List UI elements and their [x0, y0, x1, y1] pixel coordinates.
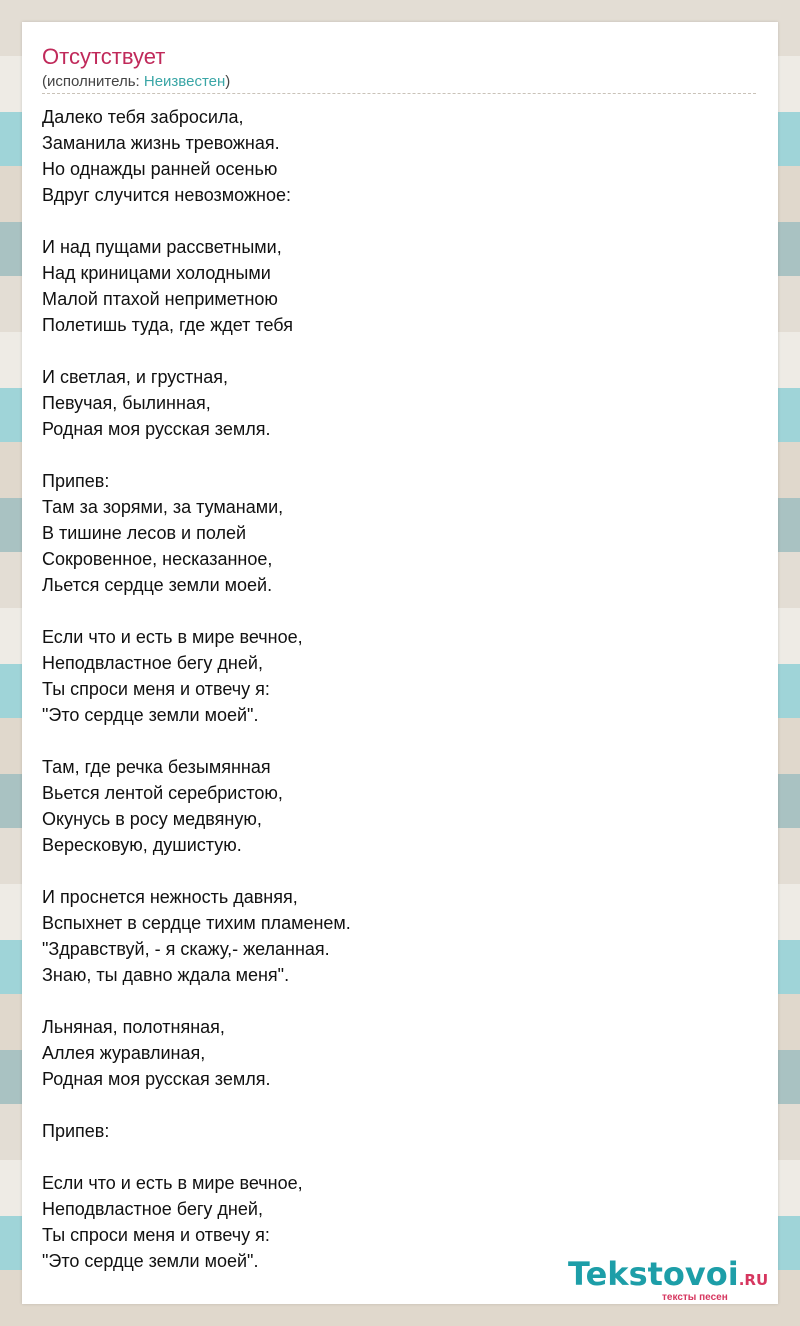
lyric-line: Знаю, ты давно ждала меня".	[42, 965, 290, 985]
lyric-line	[42, 728, 756, 754]
lyric-line: "Это сердце земли моей".	[42, 1251, 259, 1271]
lyric-line: Далеко тебя забросила,	[42, 107, 244, 127]
lyric-line: "Это сердце земли моей".	[42, 705, 259, 725]
logo-tld: .RU	[738, 1271, 769, 1289]
lyric-line: Окунусь в росу медвяную,	[42, 809, 262, 829]
lyric-line: Полетишь туда, где ждет тебя	[42, 315, 293, 335]
lyric-line: И над пущами рассветными,	[42, 237, 282, 257]
lyric-line: "Здравствуй, - я скажу,- желанная.	[42, 939, 330, 959]
lyric-line: Вспыхнет в сердце тихим пламенем.	[42, 913, 351, 933]
lyric-line: Родная моя русская земля.	[42, 1069, 271, 1089]
performer-line	[42, 73, 756, 94]
lyric-line: Аллея журавлиная,	[42, 1043, 206, 1063]
lyric-line: Родная моя русская земля.	[42, 419, 271, 439]
lyric-line	[42, 442, 756, 468]
lyric-line: Припев:	[42, 1121, 110, 1141]
lyric-line	[42, 858, 756, 884]
song-title: Отсутствует	[42, 44, 166, 69]
lyric-line: В тишине лесов и полей	[42, 523, 247, 543]
lyric-line: Если что и есть в мире вечное,	[42, 627, 303, 647]
logo-name: Tekstovoi	[568, 1255, 739, 1293]
lyric-line	[42, 208, 756, 234]
performer-link[interactable]: Неизвестен	[143, 73, 226, 90]
lyric-line	[42, 1144, 756, 1170]
lyric-line: Там за зорями, за туманами,	[42, 497, 284, 517]
lyric-line: Вересковую, душистую.	[42, 835, 242, 855]
lyrics-card	[22, 22, 778, 1304]
lyric-line: И светлая, и грустная,	[42, 367, 228, 387]
lyric-line: Льется сердце земли моей.	[42, 575, 273, 595]
lyric-line: Вьется лентой серебристою,	[42, 783, 283, 803]
lyric-line: Певучая, былинная,	[42, 393, 211, 413]
performer-suffix: )	[225, 73, 231, 90]
lyric-line: И проснется нежность давняя,	[42, 887, 298, 907]
performer-prefix: (исполнитель:	[42, 73, 144, 90]
lyric-line: Там, где речка безымянная	[42, 757, 271, 777]
lyric-line: Льняная, полотняная,	[42, 1017, 225, 1037]
lyric-line	[42, 988, 756, 1014]
lyric-line: Над криницами холодными	[42, 263, 271, 283]
lyric-line: Неподвластное бегу дней,	[42, 1199, 263, 1219]
lyric-line: Вдруг случится невозможное:	[42, 185, 291, 205]
lyric-line: Припев:	[42, 471, 110, 491]
logo-tagline: тексты песен	[662, 1292, 728, 1303]
lyric-line: Но однажды ранней осенью	[42, 159, 278, 179]
lyric-line: Заманила жизнь тревожная.	[42, 133, 280, 153]
lyric-line: Если что и есть в мире вечное,	[42, 1173, 303, 1193]
lyric-line: Сокровенное, несказанное,	[42, 549, 273, 569]
lyric-line: Малой птахой неприметною	[42, 289, 278, 309]
lyric-line	[42, 598, 756, 624]
lyric-line: Ты спроси меня и отвечу я:	[42, 679, 270, 699]
lyric-line: Неподвластное бегу дней,	[42, 653, 263, 673]
lyric-line	[42, 338, 756, 364]
lyric-line	[42, 1092, 756, 1118]
lyric-line: Ты спроси меня и отвечу я:	[42, 1225, 270, 1245]
lyrics-text	[42, 104, 756, 1274]
